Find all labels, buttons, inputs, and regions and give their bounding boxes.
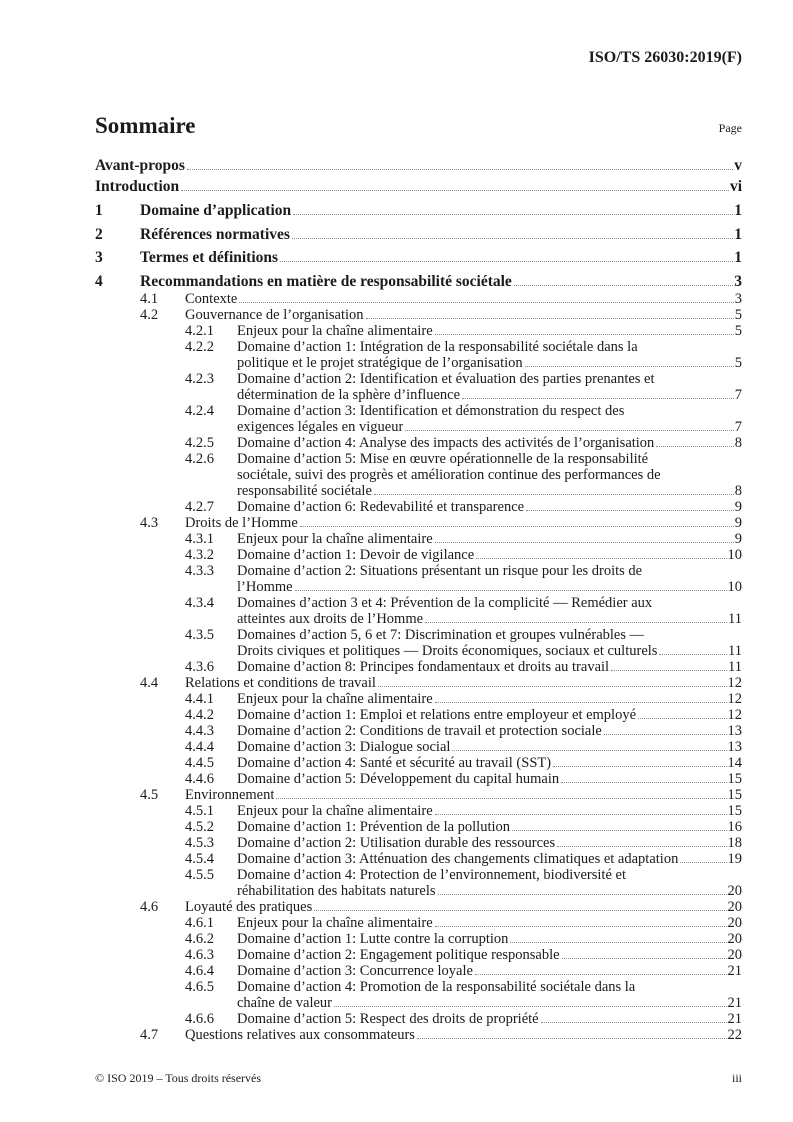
toc-entry-4-2-4[interactable] — [95, 403, 742, 435]
entry-page: 20 — [727, 883, 742, 899]
entry-title-continued: responsabilité sociétale — [237, 483, 372, 499]
dot-leader — [525, 366, 734, 367]
toc-entry-4-5-3[interactable] — [95, 835, 742, 851]
toc-entry-4-6[interactable] — [95, 899, 742, 915]
entry-title: Relations et conditions de travail — [185, 675, 376, 691]
dot-leader — [239, 302, 733, 303]
dot-leader — [295, 590, 727, 591]
dot-leader — [435, 542, 734, 543]
entry-page: 12 — [727, 691, 742, 707]
entry-number: 4.2.1 — [185, 323, 214, 339]
entry-page: 16 — [727, 819, 742, 835]
dot-leader — [438, 894, 727, 895]
entry-page: 5 — [734, 307, 742, 323]
entry-title-continued: exigences légales en vigueur — [237, 419, 404, 435]
dot-leader — [366, 318, 734, 319]
entry-page: 20 — [727, 899, 742, 915]
dot-leader — [462, 398, 734, 399]
entry-title: Avant-propos — [95, 158, 185, 174]
toc-entry-1[interactable] — [95, 203, 742, 219]
dot-leader — [378, 686, 727, 687]
entry-title: Domaine d’action 2: Utilisation durable des ressources — [237, 835, 556, 851]
dot-leader — [425, 622, 727, 623]
entry-title: Domaine d’action 3: Atténuation des changements climatiques et adaptation — [237, 851, 679, 867]
toc-entry-avant-propos[interactable] — [95, 158, 742, 174]
entry-title: Domaine d’action 4: Analyse des impacts des activités de l’organisation — [237, 435, 655, 451]
dot-leader — [604, 734, 727, 735]
entry-title-continued: atteintes aux droits de l’Homme — [237, 611, 424, 627]
entry-number: 4.3.4 — [185, 595, 214, 611]
entry-page: 15 — [727, 787, 742, 803]
dot-leader — [514, 285, 733, 286]
entry-title: Domaines d’action 5, 6 et 7: Discrimination et groupes vulnérables — — [237, 627, 645, 643]
dot-leader — [510, 942, 726, 943]
entry-number: 1 — [95, 202, 103, 219]
entry-page: 14 — [727, 755, 742, 771]
entry-number: 4.4 — [140, 675, 159, 691]
toc-entry-4-6-4[interactable] — [95, 963, 742, 979]
toc-entry-introduction[interactable] — [95, 179, 742, 195]
entry-number: 4.3 — [140, 515, 159, 531]
entry-title: Questions relatives aux consommateurs — [185, 1027, 415, 1043]
entry-page: 1 — [734, 226, 742, 243]
dot-leader — [405, 430, 733, 431]
toc-entry-4-2-3[interactable] — [95, 371, 742, 403]
entry-page: 21 — [727, 995, 742, 1011]
entry-title: Recommandations en matière de responsabilité sociétale — [140, 274, 512, 290]
entry-number: 4.2 — [140, 307, 159, 323]
toc-entry-4-3-2[interactable] — [95, 547, 742, 563]
entry-title: Loyauté des pratiques — [185, 899, 313, 915]
toc-entry-4-4-1[interactable] — [95, 691, 742, 707]
entry-title: Domaine d’action 2: Situations présentant un risque pour les droits de — [237, 563, 643, 579]
dot-leader — [435, 926, 727, 927]
entry-number: 4.6.3 — [185, 947, 214, 963]
toc-entry-4-2-5[interactable] — [95, 435, 742, 451]
entry-number: 4.5.3 — [185, 835, 214, 851]
entry-title: Domaine d’action 5: Respect des droits de propriété — [237, 1011, 539, 1027]
entry-number: 4.3.6 — [185, 659, 214, 675]
entry-title: Domaine d’application — [140, 203, 292, 219]
toc-entry-2[interactable] — [95, 227, 742, 243]
dot-leader — [659, 654, 727, 655]
entry-title: Domaine d’action 3: Identification et démonstration du respect des — [237, 403, 625, 419]
dot-leader — [475, 974, 727, 975]
entry-page: 22 — [727, 1027, 742, 1043]
dot-leader — [561, 782, 726, 783]
entry-title: Domaine d’action 4: Santé et sécurité au travail (SST) — [237, 755, 552, 771]
toc-entry-4-6-6[interactable] — [95, 1011, 742, 1027]
dot-leader — [452, 750, 726, 751]
dot-leader — [476, 558, 726, 559]
entry-number: 4.2.4 — [185, 403, 214, 419]
entry-title: Domaine d’action 1: Intégration de la responsabilité sociétale dans la — [237, 339, 638, 355]
toc-entry-4-5-1[interactable] — [95, 803, 742, 819]
entry-page: 20 — [727, 947, 742, 963]
entry-title: Enjeux pour la chaîne alimentaire — [237, 531, 433, 547]
dot-leader — [280, 261, 733, 262]
entry-page: 9 — [734, 531, 742, 547]
entry-page: 9 — [734, 499, 742, 515]
entry-title: Introduction — [95, 179, 180, 195]
entry-number: 4.4.6 — [185, 771, 214, 787]
toc-entry-4-1[interactable] — [95, 291, 742, 307]
entry-title-continued: détermination de la sphère d’influence — [237, 387, 461, 403]
entry-page: 12 — [727, 707, 742, 723]
entry-page: 20 — [727, 931, 742, 947]
toc-entry-4-2-6[interactable] — [95, 451, 742, 499]
entry-title: Domaine d’action 6: Redevabilité et transparence — [237, 499, 525, 515]
entry-title: Domaines d’action 3 et 4: Prévention de la complicité — Remédier aux — [237, 595, 653, 611]
dot-leader — [187, 169, 733, 170]
entry-title: Environnement — [185, 787, 275, 803]
entry-number: 4.4.2 — [185, 707, 214, 723]
entry-title: Domaine d’action 3: Dialogue social — [237, 739, 451, 755]
dot-leader — [334, 1006, 726, 1007]
dot-leader — [276, 798, 726, 799]
toc-entry-4-2-2[interactable] — [95, 339, 742, 371]
dot-leader — [611, 670, 727, 671]
entry-number: 4.3.1 — [185, 531, 214, 547]
toc-entry-4-4-3[interactable] — [95, 723, 742, 739]
entry-title: Domaine d’action 2: Identification et évaluation des parties prenantes et — [237, 371, 655, 387]
entry-title: Domaine d’action 1: Lutte contre la corruption — [237, 931, 509, 947]
toc-entry-4-6-3[interactable] — [95, 947, 742, 963]
entry-title: Enjeux pour la chaîne alimentaire — [237, 803, 433, 819]
entry-page: 13 — [727, 723, 742, 739]
toc-entry-4-7[interactable] — [95, 1027, 742, 1043]
entry-page: 19 — [727, 851, 742, 867]
entry-title-continued: Droits civiques et politiques — Droits économiques, sociaux et culturels — [237, 643, 658, 659]
entry-number: 4.2.2 — [185, 339, 214, 355]
entry-title-continued: l’Homme — [237, 579, 293, 595]
dot-leader — [526, 510, 734, 511]
toc-entry-4-5-4[interactable] — [95, 851, 742, 867]
toc-entry-4-2-7[interactable] — [95, 499, 742, 515]
entry-title: Enjeux pour la chaîne alimentaire — [237, 915, 433, 931]
toc-entry-4-5-2[interactable] — [95, 819, 742, 835]
dot-leader — [680, 862, 726, 863]
entry-title: Domaine d’action 1: Devoir de vigilance — [237, 547, 475, 563]
entry-title: Termes et définitions — [140, 250, 279, 266]
entry-number: 4.6.4 — [185, 963, 214, 979]
toc-entry-4-5[interactable] — [95, 787, 742, 803]
entry-title: Domaine d’action 4: Protection de l’environnement, biodiversité et — [237, 867, 626, 883]
dot-leader — [638, 718, 726, 719]
entry-page: 3 — [734, 273, 742, 290]
toc-entry-4-5-5[interactable] — [95, 867, 742, 899]
dot-leader — [300, 526, 734, 527]
entry-number: 4.3.3 — [185, 563, 214, 579]
entry-number: 4.2.7 — [185, 499, 214, 515]
entry-page: 12 — [727, 675, 742, 691]
entry-title: Droits de l’Homme — [185, 515, 298, 531]
entry-number: 4.7 — [140, 1027, 159, 1043]
entry-number: 4.4.3 — [185, 723, 214, 739]
dot-leader — [314, 910, 726, 911]
dot-leader — [553, 766, 726, 767]
entry-title: Domaine d’action 2: Engagement politique responsable — [237, 947, 560, 963]
entry-number: 4.3.5 — [185, 627, 214, 643]
toc-entry-4-2[interactable] — [95, 307, 742, 323]
toc-entry-4-3-4[interactable] — [95, 595, 742, 627]
document-identifier: ISO/TS 26030:2019(F) — [588, 49, 742, 66]
copyright-notice: © ISO 2019 – Tous droits réservés — [95, 1071, 262, 1085]
toc-entry-3[interactable] — [95, 250, 742, 266]
entry-number: 4.5 — [140, 787, 159, 803]
entry-page: v — [734, 157, 742, 174]
entry-page: 1 — [734, 202, 742, 219]
entry-number: 4.2.3 — [185, 371, 214, 387]
dot-leader — [562, 958, 727, 959]
entry-number: 4.6 — [140, 899, 159, 915]
entry-number: 4.6.6 — [185, 1011, 214, 1027]
entry-number: 4.2.6 — [185, 451, 214, 467]
toc-entry-4-4-6[interactable] — [95, 771, 742, 787]
entry-number: 4.3.2 — [185, 547, 214, 563]
entry-page: 9 — [734, 515, 742, 531]
entry-number: 4.5.1 — [185, 803, 214, 819]
page-column-label: Page — [718, 121, 742, 135]
dot-leader — [656, 446, 733, 447]
dot-leader — [293, 214, 733, 215]
entry-page: 10 — [727, 579, 742, 595]
dot-leader — [435, 334, 734, 335]
entry-page: 15 — [727, 803, 742, 819]
entry-page: 8 — [734, 483, 742, 499]
entry-title: Domaine d’action 5: Développement du capital humain — [237, 771, 560, 787]
toc-entry-4-3-3[interactable] — [95, 563, 742, 595]
toc-entry-4-6-1[interactable] — [95, 915, 742, 931]
entry-number: 4.6.2 — [185, 931, 214, 947]
entry-number: 4.1 — [140, 291, 159, 307]
entry-title-continued: chaîne de valeur — [237, 995, 333, 1011]
dot-leader — [435, 814, 727, 815]
toc-entry-4-6-5[interactable] — [95, 979, 742, 1011]
entry-number: 4.2.5 — [185, 435, 214, 451]
toc-entry-4-2-1[interactable] — [95, 323, 742, 339]
entry-number: 4.5.2 — [185, 819, 214, 835]
entry-number: 4.4.4 — [185, 739, 214, 755]
entry-number: 4.6.1 — [185, 915, 214, 931]
entry-page: 5 — [734, 323, 742, 339]
entry-page: 1 — [734, 249, 742, 266]
entry-page: 15 — [727, 771, 742, 787]
entry-page: 21 — [727, 963, 742, 979]
toc-entry-4-4-5[interactable] — [95, 755, 742, 771]
dot-leader — [417, 1038, 727, 1039]
entry-page: 13 — [727, 739, 742, 755]
entry-number: 4.5.5 — [185, 867, 214, 883]
entry-title-continued: politique et le projet stratégique de l’organisation — [237, 355, 523, 371]
entry-number: 4.4.1 — [185, 691, 214, 707]
entry-title: Domaine d’action 4: Promotion de la responsabilité sociétale dans la — [237, 979, 636, 995]
entry-title: Domaine d’action 5: Mise en œuvre opérationnelle de la responsabilité — [237, 451, 649, 467]
entry-number: 3 — [95, 249, 103, 266]
dot-leader — [181, 190, 729, 191]
toc-entry-4-3-1[interactable] — [95, 531, 742, 547]
entry-page: 3 — [734, 291, 742, 307]
entry-page: 11 — [728, 643, 742, 659]
entry-title-continued: sociétale, suivi des progrès et amélioration continue des performances de — [237, 467, 661, 483]
toc-entry-4-3[interactable] — [95, 515, 742, 531]
entry-number: 4.6.5 — [185, 979, 214, 995]
entry-number: 4 — [95, 273, 103, 290]
entry-page: 20 — [727, 915, 742, 931]
entry-title: Enjeux pour la chaîne alimentaire — [237, 691, 433, 707]
toc-entry-4-4-2[interactable] — [95, 707, 742, 723]
entry-title: Références normatives — [140, 227, 290, 243]
entry-title: Enjeux pour la chaîne alimentaire — [237, 323, 433, 339]
dot-leader — [435, 702, 727, 703]
toc-entry-4-4[interactable] — [95, 675, 742, 691]
toc-entry-4-6-2[interactable] — [95, 931, 742, 947]
entry-page: 18 — [727, 835, 742, 851]
entry-title-continued: réhabilitation des habitats naturels — [237, 883, 436, 899]
toc-entry-4-4-4[interactable] — [95, 739, 742, 755]
entry-page: vi — [729, 178, 742, 195]
dot-leader — [374, 494, 734, 495]
table-of-contents — [95, 158, 742, 1043]
toc-entry-4[interactable] — [95, 274, 742, 290]
toc-entry-4-3-6[interactable] — [95, 659, 742, 675]
dot-leader — [557, 846, 726, 847]
entry-page: 8 — [734, 435, 742, 451]
entry-title: Domaine d’action 3: Concurrence loyale — [237, 963, 473, 979]
entry-page: 7 — [734, 419, 742, 435]
entry-title: Domaine d’action 2: Conditions de travail et protection sociale — [237, 723, 602, 739]
dot-leader — [541, 1022, 727, 1023]
entry-page: 11 — [728, 659, 742, 675]
dot-leader — [292, 238, 733, 239]
dot-leader — [512, 830, 726, 831]
entry-title: Contexte — [185, 291, 238, 307]
entry-title: Gouvernance de l’organisation — [185, 307, 364, 323]
toc-entry-4-3-5[interactable] — [95, 627, 742, 659]
entry-title: Domaine d’action 1: Emploi et relations entre employeur et employé — [237, 707, 637, 723]
entry-number: 4.4.5 — [185, 755, 214, 771]
entry-title: Domaine d’action 8: Principes fondamentaux et droits au travail — [237, 659, 610, 675]
entry-number: 4.5.4 — [185, 851, 214, 867]
entry-number: 2 — [95, 226, 103, 243]
entry-page: 7 — [734, 387, 742, 403]
entry-page: 11 — [728, 611, 742, 627]
entry-title: Domaine d’action 1: Prévention de la pollution — [237, 819, 511, 835]
entry-page: 10 — [727, 547, 742, 563]
page-title: Sommaire — [95, 113, 196, 138]
entry-page: 21 — [727, 1011, 742, 1027]
page-number: iii — [731, 1071, 742, 1085]
entry-page: 5 — [734, 355, 742, 371]
